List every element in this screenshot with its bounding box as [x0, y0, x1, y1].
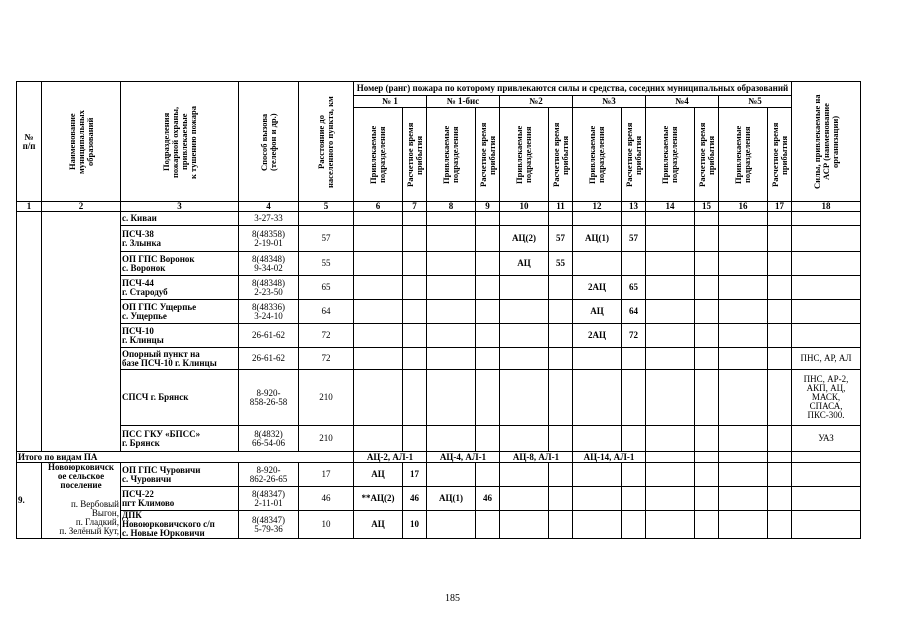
table-row: [17, 511, 861, 539]
column-number: 10: [500, 202, 549, 212]
header-sub-time-text: Расчетное время прибытия: [550, 122, 570, 187]
rank-cell: АЦ: [573, 300, 622, 324]
rank-cell: [427, 252, 476, 276]
rank-cell: [500, 348, 549, 370]
rank-cell: [427, 276, 476, 300]
table-row: [17, 226, 861, 252]
forces-cell: ПНС, АР-2, АКП, АЦ, МАСК, СПАСА, ПКС-300.: [792, 370, 861, 426]
header-forces-text: Силы, привлекаемые на АСР (наименование организации): [811, 94, 840, 189]
header-sub-units: [719, 108, 768, 202]
header-sub-time-text: Расчетное время прибытия: [696, 122, 716, 187]
totals-empty: [792, 452, 861, 463]
call-method: 8-920- 862-26-65: [239, 463, 299, 487]
column-number: 7: [403, 202, 427, 212]
rank-cell: [476, 300, 500, 324]
header-sub-units-text: Привлекаемые подразделения: [441, 125, 460, 184]
rank-cell: [549, 348, 573, 370]
table-row: [17, 82, 861, 96]
rank-cell: [573, 348, 622, 370]
header-mun-name-text: Наименование муниципальных образований: [66, 109, 95, 174]
rank-cell: [719, 426, 768, 452]
rank-cell: 10: [403, 511, 427, 539]
rank-cell: [427, 212, 476, 226]
header-sub-time-text: Расчетное время прибытия: [623, 122, 643, 187]
header-rank-group: Номер (ранг) пожара по которому привлекаются силы и средства, соседних муниципальных образований: [354, 82, 792, 96]
header-sub-units-text: Привлекаемые подразделения: [368, 125, 387, 184]
header-units-text: Подразделения пожарной охраны, привлекаемые к тушению пожара: [160, 104, 198, 179]
totals-rank-1bis: АЦ-4, АЛ-1: [427, 452, 500, 463]
rank-cell: [622, 252, 646, 276]
rank-cell: **АЦ(2): [354, 487, 403, 511]
unit-name: ОП ГПС Воронок с. Воронок: [121, 252, 239, 276]
call-method: 26-61-62: [239, 324, 299, 348]
rank-cell: [354, 300, 403, 324]
header-distance-text: Расстояние до населенного пункта, км: [316, 95, 335, 188]
rank-cell: [719, 212, 768, 226]
rank-cell: [768, 252, 792, 276]
rank-cell: [646, 426, 695, 452]
rank-cell: [549, 463, 573, 487]
header-sub-time: [622, 108, 646, 202]
rank-cell: [500, 324, 549, 348]
call-method: 3-27-33: [239, 212, 299, 226]
header-num: № п/п: [17, 82, 42, 202]
header-sub-units-text: Привлекаемые подразделения: [660, 125, 679, 184]
distance: 55: [299, 252, 354, 276]
header-sub-time-text: Расчетное время прибытия: [404, 122, 424, 187]
column-number: 4: [239, 202, 299, 212]
rank-cell: [573, 463, 622, 487]
header-sub-time: [768, 108, 792, 202]
rank-cell: [500, 511, 549, 539]
table-row: [17, 212, 861, 226]
forces-cell: [792, 212, 861, 226]
rank-cell: [427, 348, 476, 370]
rank-cell: [427, 324, 476, 348]
rank-cell: [476, 276, 500, 300]
table-row: [17, 463, 861, 487]
unit-name: Опорный пункт на базе ПСЧ-10 г. Клинцы: [121, 348, 239, 370]
distance: [299, 212, 354, 226]
call-method: 8(48348) 2-23-50: [239, 276, 299, 300]
rank-cell: [476, 324, 500, 348]
forces-cell: [792, 324, 861, 348]
rank-cell: [573, 511, 622, 539]
totals-rank-3: АЦ-14, АЛ-1: [573, 452, 646, 463]
rank-cell: [500, 212, 549, 226]
header-sub-time: [695, 108, 719, 202]
rank-cell: [354, 426, 403, 452]
column-number: 11: [549, 202, 573, 212]
unit-name: ПСС ГКУ «БПСС» г. Брянск: [121, 426, 239, 452]
distance: 210: [299, 426, 354, 452]
column-number: 18: [792, 202, 861, 212]
forces-cell: [792, 511, 861, 539]
column-number: 12: [573, 202, 622, 212]
header-rank-1: № 1: [354, 96, 427, 108]
rank-cell: [549, 212, 573, 226]
rank-cell: [768, 300, 792, 324]
rank-cell: [622, 212, 646, 226]
header-call-method-text: Способ вызова (телефон и др.): [258, 112, 278, 171]
call-method: 26-61-62: [239, 348, 299, 370]
call-method: 8-920- 858-26-58: [239, 370, 299, 426]
rank-cell: 17: [403, 463, 427, 487]
rank-cell: [768, 511, 792, 539]
column-number: 13: [622, 202, 646, 212]
table-row: [17, 348, 861, 370]
rank-cell: [500, 487, 549, 511]
call-method: 8(48347) 5-79-36: [239, 511, 299, 539]
rank-cell: [622, 426, 646, 452]
forces-cell: ПНС, АР, АЛ: [792, 348, 861, 370]
rank-cell: [695, 252, 719, 276]
rank-cell: 46: [476, 487, 500, 511]
rank-cell: [354, 348, 403, 370]
rank-cell: [622, 370, 646, 426]
rank-cell: [476, 212, 500, 226]
table-row: [17, 202, 861, 212]
table-row: [17, 300, 861, 324]
column-number: 8: [427, 202, 476, 212]
rank-cell: АЦ(2): [500, 226, 549, 252]
rank-cell: [695, 300, 719, 324]
header-rank-6: №5: [719, 96, 792, 108]
header-call-method: [239, 82, 299, 202]
header-mun-name: [42, 82, 121, 202]
distance: 64: [299, 300, 354, 324]
rank-cell: [403, 226, 427, 252]
rank-cell: [719, 511, 768, 539]
rank-cell: [403, 370, 427, 426]
rank-cell: [646, 487, 695, 511]
unit-name: ОП ГПС Чуровичи с. Чуровичи: [121, 463, 239, 487]
distance: 10: [299, 511, 354, 539]
rank-cell: [719, 252, 768, 276]
totals-empty: [719, 452, 768, 463]
distance: 210: [299, 370, 354, 426]
header-sub-units: [500, 108, 549, 202]
rank-cell: [768, 348, 792, 370]
forces-cell: [792, 276, 861, 300]
header-rank-5: №4: [646, 96, 719, 108]
column-number: 17: [768, 202, 792, 212]
header-rank-4: №3: [573, 96, 646, 108]
rank-cell: [354, 276, 403, 300]
rank-cell: [403, 300, 427, 324]
rank-cell: [695, 276, 719, 300]
rank-cell: [719, 226, 768, 252]
table-row: [17, 276, 861, 300]
rank-cell: [403, 252, 427, 276]
header-distance: [299, 82, 354, 202]
unit-name: ПСЧ-10 г. Клинцы: [121, 324, 239, 348]
rank-cell: [549, 276, 573, 300]
rank-cell: [695, 324, 719, 348]
rank-cell: АЦ: [354, 511, 403, 539]
rank-cell: [695, 487, 719, 511]
header-sub-units: [354, 108, 403, 202]
column-number: 16: [719, 202, 768, 212]
totals-label: Итого по видам ПА: [17, 452, 354, 463]
mun-name: Новоюрковичск ое сельское поселение: [47, 462, 115, 490]
call-method: 8(48348) 9-34-02: [239, 252, 299, 276]
table-row: [17, 487, 861, 511]
rank-cell: [573, 212, 622, 226]
settlements: п. Вербовый Выгон, п. Гладкий, п. Зелёный Кут,: [59, 499, 119, 536]
rank-cell: [403, 212, 427, 226]
rank-cell: [476, 511, 500, 539]
rank-cell: [476, 370, 500, 426]
table-row: [17, 426, 861, 452]
rank-cell: [427, 226, 476, 252]
rank-cell: [549, 300, 573, 324]
rank-cell: [354, 212, 403, 226]
table-row: [17, 324, 861, 348]
totals-empty: [646, 452, 695, 463]
rank-cell: [695, 426, 719, 452]
rank-cell: [427, 426, 476, 452]
distance: 46: [299, 487, 354, 511]
num-cell-continued: [17, 212, 42, 452]
rank-cell: [646, 511, 695, 539]
rank-cell: [549, 370, 573, 426]
column-number: 14: [646, 202, 695, 212]
rank-cell: [719, 276, 768, 300]
unit-name: ОП ГПС Ущерпье с. Ущерпье: [121, 300, 239, 324]
rank-cell: 2АЦ: [573, 276, 622, 300]
unit-name: ПСЧ-22 пгт Климово: [121, 487, 239, 511]
rank-cell: [719, 348, 768, 370]
rank-cell: [719, 324, 768, 348]
rank-cell: [768, 226, 792, 252]
rank-cell: АЦ(1): [427, 487, 476, 511]
rank-cell: [646, 212, 695, 226]
rank-cell: [500, 276, 549, 300]
rank-cell: [768, 212, 792, 226]
forces-cell: [792, 487, 861, 511]
rank-cell: [768, 487, 792, 511]
header-units: [121, 82, 239, 202]
rank-cell: [573, 252, 622, 276]
distance: 57: [299, 226, 354, 252]
mun-number: 9.: [17, 463, 42, 539]
call-method: 8(48358) 2-19-01: [239, 226, 299, 252]
rank-cell: [768, 370, 792, 426]
forces-cell: [792, 226, 861, 252]
rank-cell: АЦ: [354, 463, 403, 487]
rank-cell: 2АЦ: [573, 324, 622, 348]
page-number: 185: [445, 593, 460, 604]
totals-rank-1: АЦ-2, АЛ-1: [354, 452, 427, 463]
rank-cell: 72: [622, 324, 646, 348]
header-sub-time-text: Расчетное время прибытия: [477, 122, 497, 187]
rank-cell: [500, 426, 549, 452]
header-sub-units: [427, 108, 476, 202]
distance: 72: [299, 348, 354, 370]
header-sub-units-text: Привлекаемые подразделения: [514, 125, 533, 184]
rank-cell: [622, 487, 646, 511]
unit-name: ПСЧ-44 г. Стародуб: [121, 276, 239, 300]
totals-empty: [695, 452, 719, 463]
rank-cell: [427, 370, 476, 426]
call-method: 8(48347) 2-11-01: [239, 487, 299, 511]
rank-cell: [573, 426, 622, 452]
rank-cell: [695, 370, 719, 426]
forces-cell: [792, 300, 861, 324]
header-sub-units: [573, 108, 622, 202]
rank-cell: [768, 324, 792, 348]
rank-cell: [622, 348, 646, 370]
rank-cell: [695, 212, 719, 226]
rank-cell: [354, 252, 403, 276]
rank-cell: [403, 324, 427, 348]
fire-resources-table: [16, 81, 861, 539]
forces-cell: [792, 463, 861, 487]
rank-cell: [403, 348, 427, 370]
rank-cell: [500, 300, 549, 324]
call-method: 8(4832) 66-54-06: [239, 426, 299, 452]
rank-cell: [622, 511, 646, 539]
header-rank-3: №2: [500, 96, 573, 108]
column-number: 1: [17, 202, 42, 212]
header-sub-time: [476, 108, 500, 202]
call-method: 8(48336) 3-24-10: [239, 300, 299, 324]
rank-cell: 57: [622, 226, 646, 252]
column-number: 5: [299, 202, 354, 212]
rank-cell: [695, 348, 719, 370]
rank-cell: [354, 324, 403, 348]
table-row: [17, 370, 861, 426]
table-row: [17, 452, 861, 463]
column-number: 15: [695, 202, 719, 212]
unit-name: СПСЧ г. Брянск: [121, 370, 239, 426]
rank-cell: [646, 324, 695, 348]
rank-cell: [719, 463, 768, 487]
rank-cell: 55: [549, 252, 573, 276]
header-sub-time: [549, 108, 573, 202]
forces-cell: УАЗ: [792, 426, 861, 452]
distance: 17: [299, 463, 354, 487]
unit-name: ДПК Новоюрковичского с/п с. Новые Юрковичи: [121, 511, 239, 539]
mun-name-continued: [42, 212, 121, 452]
rank-cell: [646, 252, 695, 276]
mun-name-cell: [42, 463, 121, 539]
rank-cell: [500, 463, 549, 487]
rank-cell: [719, 370, 768, 426]
rank-cell: [646, 370, 695, 426]
forces-cell: [792, 252, 861, 276]
rank-cell: [427, 300, 476, 324]
rank-cell: [719, 487, 768, 511]
header-sub-units-text: Привлекаемые подразделения: [733, 125, 752, 184]
table-row: [17, 252, 861, 276]
rank-cell: [500, 370, 549, 426]
column-number: 9: [476, 202, 500, 212]
rank-cell: 46: [403, 487, 427, 511]
rank-cell: [549, 487, 573, 511]
rank-cell: 57: [549, 226, 573, 252]
rank-cell: [646, 276, 695, 300]
unit-name: с. Киваи: [121, 212, 239, 226]
rank-cell: [768, 276, 792, 300]
column-number: 3: [121, 202, 239, 212]
rank-cell: [476, 226, 500, 252]
rank-cell: [476, 426, 500, 452]
rank-cell: [427, 463, 476, 487]
rank-cell: 65: [622, 276, 646, 300]
rank-cell: [573, 487, 622, 511]
header-sub-time-text: Расчетное время прибытия: [769, 122, 789, 187]
rank-cell: 64: [622, 300, 646, 324]
rank-cell: [476, 348, 500, 370]
rank-cell: [476, 252, 500, 276]
totals-rank-2: АЦ-8, АЛ-1: [500, 452, 573, 463]
rank-cell: [646, 300, 695, 324]
distance: 72: [299, 324, 354, 348]
header-sub-time: [403, 108, 427, 202]
header-sub-units: [646, 108, 695, 202]
rank-cell: [719, 300, 768, 324]
totals-empty: [768, 452, 792, 463]
column-number: 6: [354, 202, 403, 212]
rank-cell: [646, 348, 695, 370]
header-sub-units-text: Привлекаемые подразделения: [587, 125, 606, 184]
rank-cell: [695, 463, 719, 487]
rank-cell: [403, 276, 427, 300]
unit-name: ПСЧ-38 г. Злынка: [121, 226, 239, 252]
rank-cell: [622, 463, 646, 487]
rank-cell: [549, 511, 573, 539]
rank-cell: [646, 463, 695, 487]
rank-cell: [646, 226, 695, 252]
rank-cell: АЦ: [500, 252, 549, 276]
rank-cell: [695, 226, 719, 252]
rank-cell: [695, 511, 719, 539]
rank-cell: [403, 426, 427, 452]
distance: 65: [299, 276, 354, 300]
rank-cell: [768, 426, 792, 452]
rank-cell: [549, 324, 573, 348]
rank-cell: [427, 511, 476, 539]
column-number: 2: [42, 202, 121, 212]
header-forces: [792, 82, 861, 202]
rank-cell: [549, 426, 573, 452]
rank-cell: [768, 463, 792, 487]
rank-cell: [354, 226, 403, 252]
rank-cell: [573, 370, 622, 426]
header-rank-2: № 1-бис: [427, 96, 500, 108]
rank-cell: АЦ(1): [573, 226, 622, 252]
rank-cell: [476, 463, 500, 487]
rank-cell: [354, 370, 403, 426]
